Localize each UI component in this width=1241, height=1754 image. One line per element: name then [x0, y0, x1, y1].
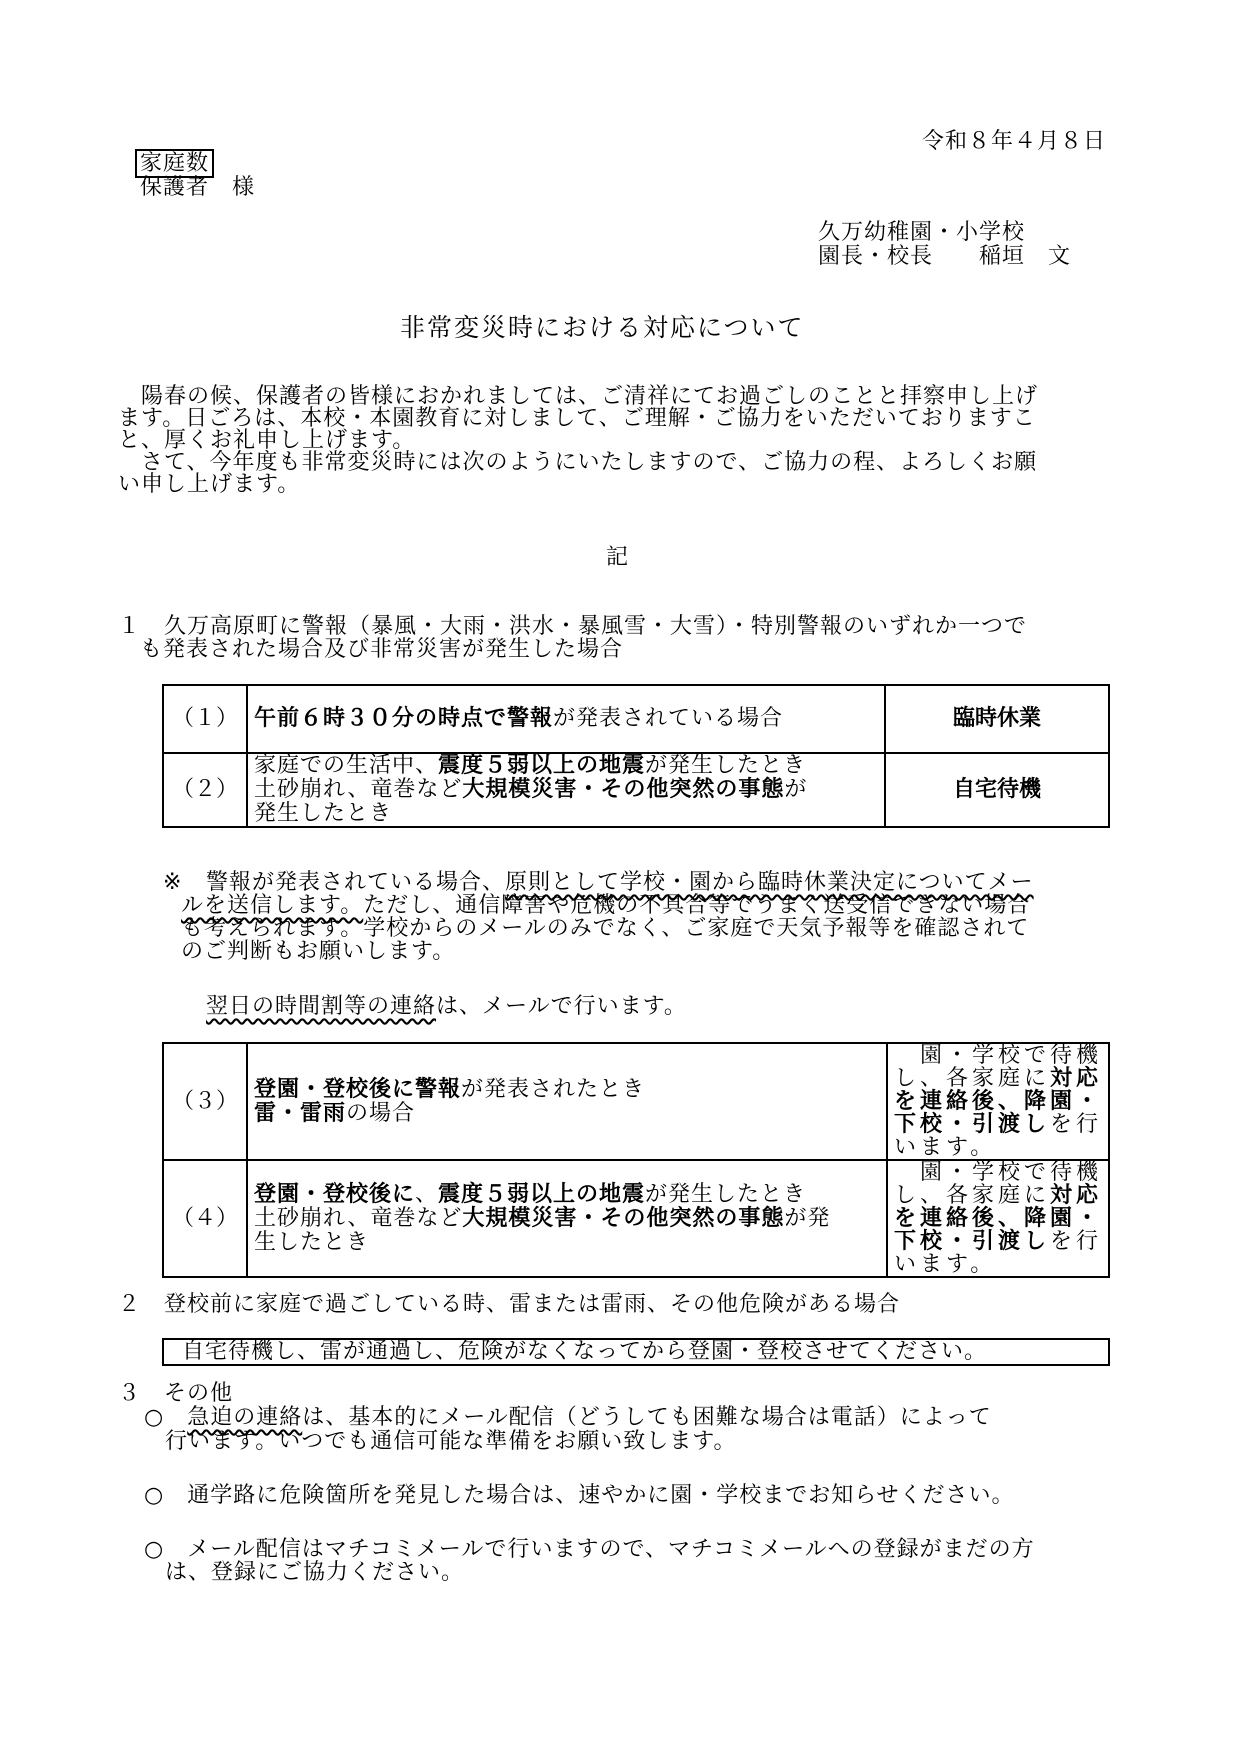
- recipient-box-label: 家庭数: [135, 149, 214, 178]
- table-row: [163, 753, 1109, 827]
- next-day-note: 翌日の時間割等の連絡は、メールで行います。: [206, 994, 687, 1019]
- sender-person: 園長・校長 稲垣 文: [818, 244, 1072, 269]
- section2-box-text: 自宅待機し、雷が通過し、危険がなくなってから登園・登校させてください。: [182, 1339, 988, 1364]
- note-mark: ※: [163, 870, 183, 895]
- ki-mark: 記: [606, 545, 630, 570]
- list-item-cont: 行います。いつでも通信可能な準備をお願い致します。: [165, 1429, 737, 1454]
- intro-line: 陽春の候、保護者の皆様におかれましては、ご清祥にてお過ごしのことと拝察申し上げ: [118, 384, 1039, 409]
- intro-line: と、厚くお礼申し上げます。: [118, 428, 416, 453]
- section3-heading: ３ その他: [118, 1381, 234, 1406]
- row-description: 登園・登校後に警報が発表されたとき 雷・雷雨の場合: [247, 1043, 887, 1160]
- section1-heading: １ 久万高原町に警報（暴風・大雨・洪水・暴風雪・大雪）・特別警報のいずれか一つで: [118, 614, 1028, 639]
- row-result: 園・学校で待機 し、各家庭に対応 を連絡後、降園・ 下校・引渡しを行 います。: [887, 1043, 1109, 1160]
- recipient: 保護者 様: [140, 175, 256, 200]
- table-home-response: [162, 684, 1110, 828]
- row-result: 園・学校で待機 し、各家庭に対応 を連絡後、降園・ 下校・引渡しを行 います。: [887, 1160, 1109, 1277]
- row-result: 自宅待機: [885, 753, 1109, 827]
- section2-heading: ２ 登校前に家庭で過ごしている時、雷または雷雨、その他危険がある場合: [118, 1292, 901, 1317]
- document-date: 令和８年４月８日: [922, 129, 1107, 154]
- table-row: [163, 685, 1109, 753]
- row-number: （４）: [163, 1160, 247, 1277]
- intro-line: い申し上げます。: [118, 472, 301, 497]
- table-row: [163, 1043, 1109, 1160]
- list-item: ○ 急迫の連絡は、基本的にメール配信（どうしても困難な場合は電話）によって: [144, 1405, 992, 1430]
- list-item: ○ メール配信はマチコミメールで行いますので、マチコミメールへの登録がまだの方: [144, 1537, 1035, 1562]
- sender-org: 久万幼稚園・小学校: [818, 220, 1026, 245]
- row-description: 午前６時３０分の時点で警報が発表されている場合: [247, 685, 885, 753]
- intro-line: ます。日ごろは、本校・本園教育に対しまして、ご理解・ご協力をいただいておりますこ: [118, 406, 1036, 431]
- section2-box: [162, 1338, 1110, 1366]
- row-number: （１）: [163, 685, 247, 753]
- list-item-cont: は、登録にご協力ください。: [165, 1560, 465, 1585]
- note-line: も考えられます。学校からのメールのみでなく、ご家庭で天気予報等を確認されて: [181, 916, 1030, 941]
- note-line: ルを送信します。ただし、通信障害や危機の不具合等でうまく送受信できない場合: [181, 893, 1031, 918]
- table-row: [163, 1160, 1109, 1277]
- list-item: ○ 通学路に危険箇所を発見した場合は、速やかに園・学校までお知らせください。: [144, 1483, 1015, 1508]
- recipient-box: [135, 152, 214, 176]
- row-description: 登園・登校後に、震度５弱以上の地震が発生したとき 土砂崩れ、竜巻など大規模災害・その他突然の事態が発 生したとき: [247, 1160, 887, 1277]
- row-result: 臨時休業: [885, 685, 1109, 753]
- row-number: （２）: [163, 753, 247, 827]
- section1-heading-cont: も発表された場合及び非常災害が発生した場合: [140, 637, 624, 662]
- note-line: のご判断もお願いします。: [181, 939, 456, 964]
- row-description: 家庭での生活中、震度５弱以上の地震が発生したとき 土砂崩れ、竜巻など大規模災害・その他突然の事態が 発生したとき: [247, 753, 885, 827]
- intro-line: さて、今年度も非常変災時には次のようにいたしますので、ご協力の程、よろしくお願: [118, 450, 1038, 475]
- table-school-response: [162, 1042, 1110, 1278]
- row-number: （３）: [163, 1043, 247, 1160]
- note-line: 警報が発表されている場合、原則として学校・園から臨時休業決定についてメー: [206, 870, 1034, 895]
- page-title: 非常変災時における対応について: [400, 313, 805, 342]
